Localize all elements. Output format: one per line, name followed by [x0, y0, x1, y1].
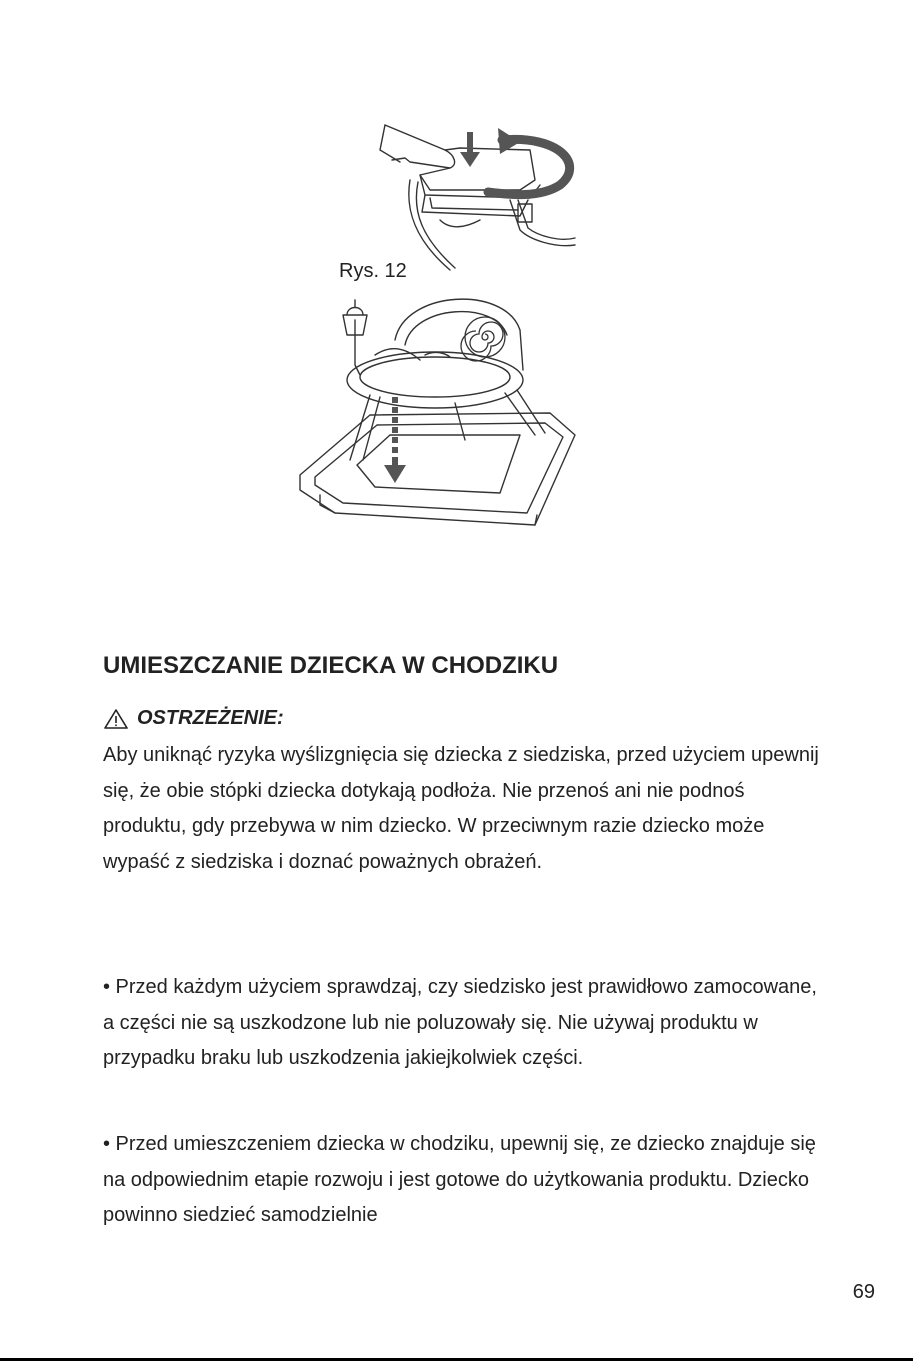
figure-walker — [295, 285, 580, 545]
paragraph-warning: Aby uniknąć ryzyka wyślizgnięcia się dziecka z siedziska, przed użyciem upewnij się, że obie stópki dziecka dotykają podłoża. Nie przenoś ani nie podnoś produktu, gdy przebywa w nim dziecko. W przeciwnym razie dziecko może wypaść z siedziska i doznać poważnych obrażeń. — [103, 744, 819, 873]
page-number: 69 — [852, 1281, 875, 1303]
warning-label: OSTRZEŻENIE: — [137, 707, 284, 729]
arrow-down-icon — [460, 132, 480, 167]
warning-triangle-icon — [103, 708, 129, 730]
paragraph-bullet-check: • Przed każdym użyciem sprawdzaj, czy siedzisko jest prawidłowo zamocowane, a części nie są uszkodzone lub nie poluzowały się. Nie używaj produktu w przypadku braku lub uszkodzenia jakiejkolwiek części. — [103, 976, 817, 1069]
figure-seat-adjustment — [370, 120, 585, 280]
figure-caption: Rys. 12 — [339, 260, 407, 282]
paragraph-bullet-readiness: • Przed umieszczeniem dziecka w chodziku, upewnij się, ze dziecko znajduje się na odpowiednim etapie rozwoju i jest gotowe do użytkowania produktu. Dziecko powinno siedzieć samodzielnie — [103, 1133, 816, 1226]
arrow-down-icon — [384, 397, 406, 483]
warning-label-row — [103, 707, 284, 730]
section-title: UMIESZCZANIE DZIECKA W CHODZIKU — [103, 652, 559, 679]
